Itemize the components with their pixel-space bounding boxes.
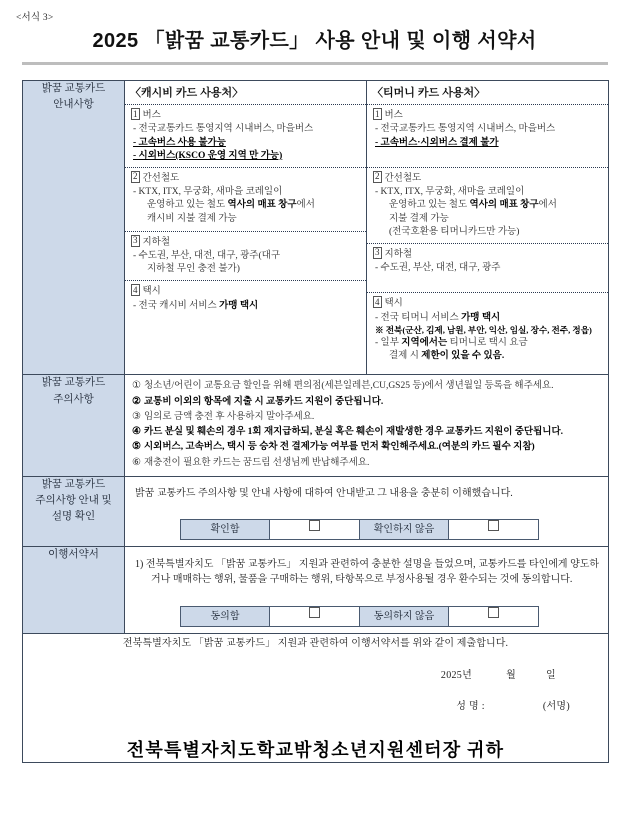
row-label-confirm	[23, 476, 125, 546]
section-number: 4	[375, 296, 380, 307]
cashbee-heading: 〈캐시비 카드 사용처〉	[125, 81, 366, 105]
table-row-footer	[23, 633, 609, 762]
caution-item-6: ⑥ 재충전이 필요한 카드는 꿈드림 선생님께 반납해주세요.	[132, 456, 370, 468]
confirm-no-label: 확인하지 않음	[360, 519, 449, 539]
tmoney-bus-spacer	[373, 150, 603, 163]
cashbee-bus-title: 1 버스	[133, 108, 161, 121]
section-number: 1	[133, 108, 138, 119]
cashbee-rail-title: 2 간선철도	[133, 171, 180, 184]
cashbee-bus-line-2: - 고속버스 사용 불가능	[133, 137, 226, 148]
form-number: <서식 3>	[16, 13, 54, 23]
confirm-cell	[125, 476, 609, 546]
footer-signature-label: (서명)	[542, 700, 570, 712]
footer-year: 2025년	[440, 669, 473, 681]
tmoney-section-rail	[367, 168, 608, 244]
tmoney-section-subway	[367, 244, 608, 293]
section-number: 4	[133, 284, 138, 295]
tmoney-taxi-line-4: 결제 시 제한이 있을 수 있음.	[389, 351, 505, 362]
tmoney-rail-line-4: (전국호환용 티머니카드만 가능)	[389, 227, 520, 237]
tmoney-bus-line-1: - 전국교통카드 통영지역 시내버스, 마을버스	[375, 124, 556, 135]
caution-item-4: ④ 카드 분실 및 훼손의 경우 1회 재지급하되, 분실 혹은 훼손이 재발생한 경우 교통카드 지원이 중단됩니다.	[132, 426, 564, 438]
section-number: 2	[375, 171, 380, 182]
row-label-cautions-line2: 주의사항	[53, 393, 94, 405]
tmoney-section-taxi	[367, 293, 608, 374]
footer-day: 일	[546, 669, 556, 681]
tmoney-heading: 〈티머니 카드 사용처〉	[367, 81, 608, 105]
confirm-choice-table	[180, 519, 539, 540]
section-number: 3	[375, 247, 380, 258]
confirm-yes-checkbox-cell[interactable]	[270, 519, 360, 539]
section-number: 1	[375, 108, 380, 119]
table-row-guide	[23, 81, 609, 375]
confirm-choice-row	[181, 519, 539, 539]
row-label-cautions	[23, 375, 125, 477]
table-row-cautions	[23, 375, 609, 477]
tmoney-taxi-line-2: ※ 전북(군산, 김제, 남원, 부안, 익산, 임실, 장수, 전주, 정읍)	[375, 324, 592, 335]
cashbee-section-subway	[125, 232, 366, 281]
tmoney-taxi-line-3: - 일부 지역에서는 티머니로 택시 요금	[375, 337, 528, 348]
section-number: 2	[133, 171, 138, 182]
pledge-yes-checkbox[interactable]	[309, 607, 320, 618]
cashbee-bus-line-1: - 전국교통카드 통영지역 시내버스, 마을버스	[133, 124, 314, 135]
pledge-choice-row	[181, 606, 539, 626]
main-form-table	[22, 80, 609, 763]
page-title: 2025 「밝꿈 교통카드」 사용 안내 및 이행 서약서	[92, 30, 537, 52]
row-label-guide-line2: 안내사항	[53, 99, 94, 111]
pledge-item-number: 1)	[135, 558, 144, 570]
confirm-yes-checkbox[interactable]	[309, 520, 320, 531]
tmoney-rail-line-3: 지불 결제 가능	[389, 213, 449, 224]
cashbee-rail-line-3: 캐시비 지불 결제 가능	[147, 213, 237, 224]
cashbee-section-taxi	[125, 281, 366, 362]
tmoney-bus-title: 1 버스	[375, 108, 403, 121]
pledge-no-label: 동의하지 않음	[360, 606, 449, 626]
cashbee-subway-line-2: 지하철 무인 충전 불가)	[147, 264, 240, 275]
confirm-yes-label: 확인함	[181, 519, 270, 539]
confirm-statement: 밝꿈 교통카드 주의사항 및 안내 사항에 대하여 안내받고 그 내용을 충분히 이해했습니다.	[135, 487, 513, 499]
tmoney-column	[367, 81, 609, 375]
tmoney-subway-spacer	[373, 275, 603, 288]
title-divider	[22, 62, 608, 65]
footer-name-label: 성 명 :	[456, 700, 485, 712]
caution-item-3: ③ 임의로 금액 충전 후 사용하지 말아주세요.	[132, 410, 315, 422]
row-label-confirm-line2: 주의사항 안내 및	[35, 495, 112, 507]
footer-month: 월	[506, 669, 517, 681]
row-label-confirm-line1: 밝꿈 교통카드	[41, 478, 106, 490]
tmoney-rail-line-2: 운영하고 있는 철도 역사의 매표 창구에서	[389, 200, 557, 211]
cashbee-taxi-line-1: - 전국 캐시비 서비스 가맹 택시	[133, 300, 259, 311]
cashbee-bus-line-3: - 시외버스(KSCO 운영 지역 만 가능)	[133, 150, 283, 161]
row-label-cautions-line1: 밝꿈 교통카드	[41, 377, 106, 389]
caution-item-5: ⑤ 시외버스, 고속버스, 택시 등 승차 전 결제가능 여부를 먼저 확인해주세요.(여분의 카드 필수 지참)	[132, 441, 535, 453]
cautions-cell	[125, 375, 609, 477]
row-label-guide-line1: 밝꿈 교통카드	[41, 83, 106, 94]
tmoney-rail-line-1: - KTX, ITX, 무궁화, 새마을 코레일이	[375, 187, 525, 198]
cashbee-section-rail	[125, 168, 366, 232]
cashbee-section-bus	[125, 105, 366, 168]
cautions-list	[125, 375, 608, 476]
pledge-yes-label: 동의함	[181, 606, 270, 626]
caution-item-2: ② 교통비 이외의 항목에 지출 시 교통카드 지원이 중단됩니다.	[132, 395, 384, 407]
confirm-no-checkbox-cell[interactable]	[449, 519, 539, 539]
pledge-no-checkbox[interactable]	[488, 607, 499, 618]
row-label-pledge: 이행서약서	[23, 546, 125, 633]
pledge-statement	[135, 557, 600, 588]
footer-name-line	[23, 697, 608, 712]
cashbee-taxi-title: 4 택시	[133, 284, 161, 297]
pledge-cell	[125, 546, 609, 633]
footer-recipient: 전북특별자치도학교밖청소년지원센터장 귀하	[126, 739, 505, 760]
pledge-yes-checkbox-cell[interactable]	[270, 606, 360, 626]
pledge-no-checkbox-cell[interactable]	[449, 606, 539, 626]
tmoney-taxi-line-1: - 전국 티머니 서비스 가맹 택시	[375, 312, 501, 323]
tmoney-bus-line-2: - 고속버스·시외버스 결제 불가	[375, 137, 499, 148]
cashbee-subway-title: 3 지하철	[133, 235, 171, 248]
cashbee-subway-line-1: - 수도권, 부산, 대전, 대구, 광주(대구	[133, 251, 281, 262]
table-row-confirm	[23, 476, 609, 546]
tmoney-rail-title: 2 간선철도	[375, 171, 422, 184]
confirm-no-checkbox[interactable]	[488, 520, 499, 531]
tmoney-taxi-title: 4 택시	[375, 296, 403, 309]
cashbee-column	[125, 81, 367, 375]
tmoney-subway-title: 3 지하철	[375, 247, 413, 260]
pledge-statement-text: 전북특별자치도 「밝꿈 교통카드」 지원과 관련하여 충분한 설명을 들었으며, 교통카드를 타인에게 양도하거나 매매하는 행위, 물품을 구매하는 행위, 타항목으로 부정사용될 경우 환수되는 것에 동의합니다.	[145, 558, 600, 586]
tmoney-subway-line-1: - 수도권, 부산, 대전, 대구, 광주	[375, 263, 501, 274]
tmoney-section-bus	[367, 105, 608, 168]
footer-submission-line: 전북특별자치도 「밝꿈 교통카드」 지원과 관련하여 이행서약서를 위와 같이 제출합니다.	[122, 637, 509, 649]
table-row-pledge	[23, 546, 609, 633]
section-number: 3	[133, 235, 138, 246]
footer-date-line	[23, 666, 608, 681]
pledge-choice-table	[180, 606, 539, 627]
row-label-guide	[23, 81, 125, 375]
footer-cell	[23, 633, 609, 762]
cashbee-rail-line-1: - KTX, ITX, 무궁화, 새마을 코레일이	[133, 187, 283, 198]
pledge-statement-wrap	[125, 547, 608, 594]
caution-item-1: ① 청소년/어린이 교통요금 할인을 위해 편의점(세븐일레븐,CU,GS25 등)에서 생년월일 등록을 해주세요.	[132, 380, 554, 392]
cashbee-rail-line-2: 운영하고 있는 철도 역사의 매표 창구에서	[147, 200, 315, 211]
row-label-confirm-line3: 설명 확인	[51, 511, 96, 523]
